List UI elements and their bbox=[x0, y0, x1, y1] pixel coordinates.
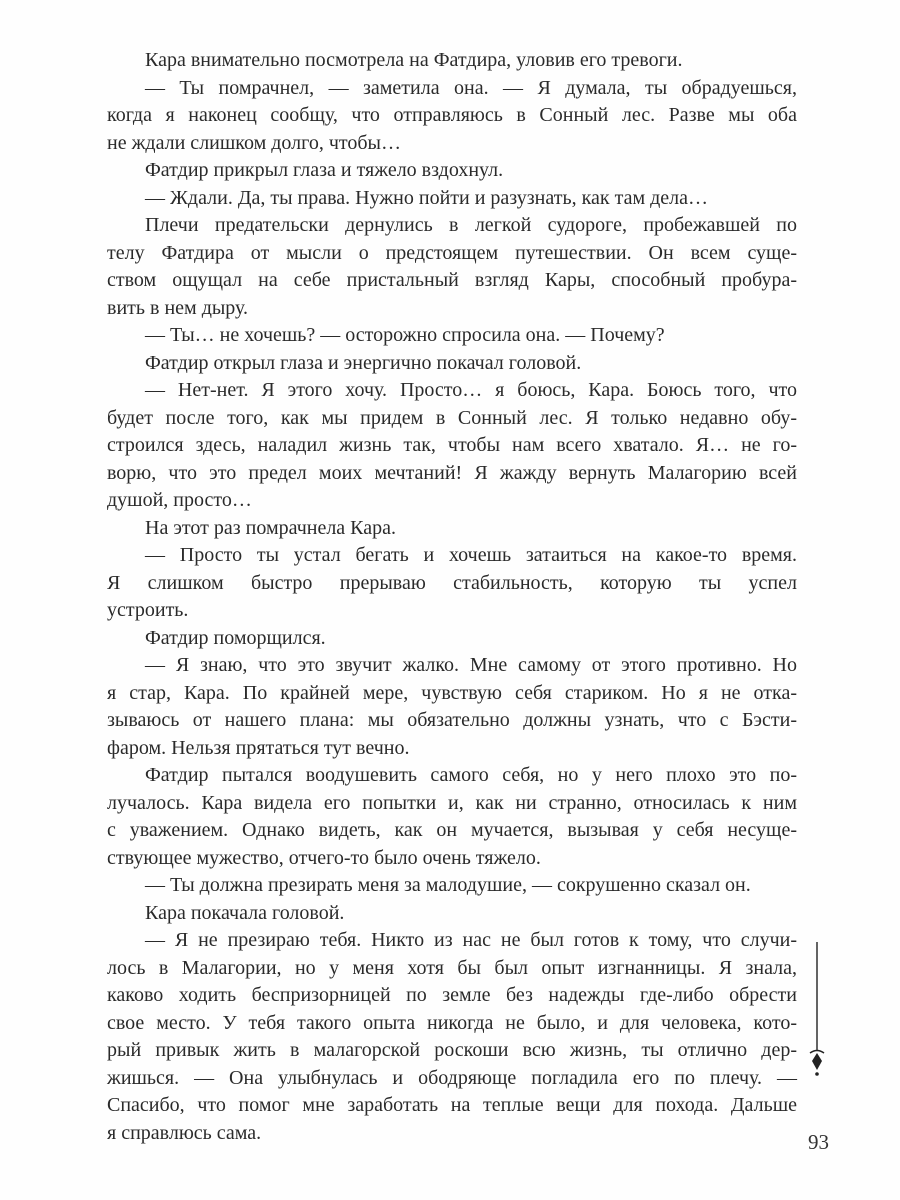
text-line: Фатдир прикрыл глаза и тяжело вздохнул. bbox=[145, 159, 504, 181]
text-line: устроить. bbox=[107, 599, 189, 621]
text-line: Кара внимательно посмотрела на Фатдира, уловив его тревоги. bbox=[145, 49, 683, 71]
text-line: Фатдир открыл глаза и энергично покачал головой. bbox=[145, 351, 582, 374]
text-line: — Я знаю, что это звучит жалко. Мне самому от этого противно. Но bbox=[145, 654, 797, 676]
text-line: лучалось. Кара видела его попытки и, как ни странно, относилась к ним bbox=[107, 791, 797, 814]
text-line: телу Фатдира от мысли о предстоящем путешествии. Он всем суще- bbox=[107, 241, 797, 264]
text-line: На этот раз помрачнела Кара. bbox=[145, 516, 397, 539]
text-line: фаром. Нельзя прятаться тут вечно. bbox=[107, 736, 410, 759]
text-line: — Нет-нет. Я этого хочу. Просто… я боюсь, Кара. Боюсь того, что bbox=[145, 379, 797, 401]
text-line: ствующее мужество, отчего-то было очень тяжело. bbox=[107, 846, 541, 869]
text-line: душой, просто… bbox=[107, 489, 252, 511]
text-line: каково ходить беспризорницей по земле без надежды где-либо обрести bbox=[107, 984, 797, 1006]
text-line: с уважением. Однако видеть, как он мучается, вызывая у себя несуще- bbox=[107, 819, 797, 841]
text-line: лось в Малагории, но у меня хотя бы был опыт изгнанницы. Я знала, bbox=[107, 956, 797, 979]
page-number: 93 bbox=[808, 1130, 829, 1154]
text-line: Я слишком быстро прерываю стабильность, которую ты успел bbox=[107, 571, 797, 594]
text-line: Плечи предательски дернулись в легкой судороге, пробежавшей по bbox=[145, 214, 797, 236]
text-line: — Ты должна презирать меня за малодушие, — сокрушенно сказал он. bbox=[145, 874, 751, 896]
text-line: Кара покачала головой. bbox=[145, 901, 345, 924]
text-line: — Просто ты устал бегать и хочешь затаиться на какое-то время. bbox=[145, 544, 797, 566]
text-line: — Ты… не хочешь? — осторожно спросила она. — Почему? bbox=[145, 324, 665, 346]
text-line: свое место. У тебя такого опыта никогда не было, и для человека, кото- bbox=[107, 1011, 797, 1034]
text-line: Спасибо, что помог мне заработать на теплые вещи для похода. Дальше bbox=[107, 1094, 797, 1116]
text-line: зываюсь от нашего плана: мы обязательно должны узнать, что с Бэсти- bbox=[107, 709, 797, 731]
text-line: Фатдир поморщился. bbox=[145, 626, 326, 649]
text-line: рый привык жить в малагорской роскоши всю жизнь, ты отлично дер- bbox=[107, 1039, 797, 1061]
text-line: жишься. — Она улыбнулась и ободряюще погладила его по плечу. — bbox=[107, 1066, 797, 1089]
text-line: — Я не презираю тебя. Никто из нас не был готов к тому, что случи- bbox=[145, 929, 797, 951]
text-line: — Ждали. Да, ты права. Нужно пойти и разузнать, как там дела… bbox=[145, 186, 709, 209]
text-line: вить в нем дыру. bbox=[107, 296, 249, 319]
text-line: ворю, что это предел моих мечтаний! Я жажду вернуть Малагорию всей bbox=[107, 461, 797, 484]
text-line: будет после того, как мы придем в Сонный лес. Я только недавно обу- bbox=[107, 406, 797, 429]
text-line: строился здесь, наладил жизнь так, чтобы нам всего хватало. Я… не го- bbox=[107, 434, 797, 456]
text-line: — Ты помрачнел, — заметила она. — Я думала, ты обрадуешься, bbox=[145, 76, 797, 99]
text-line: Фатдир пытался воодушевить самого себя, но у него плохо это по- bbox=[145, 764, 797, 786]
text-line: не ждали слишком долго, чтобы… bbox=[107, 131, 401, 154]
text-line: я стар, Кара. По крайней мере, чувствую себя стариком. Но я не отка- bbox=[107, 681, 797, 704]
body-text bbox=[107, 47, 797, 1147]
text-line: когда я наконец сообщу, что отправляюсь в Сонный лес. Разве мы оба bbox=[107, 104, 797, 126]
text-line: ством ощущал на себе пристальный взгляд Кары, способный пробура- bbox=[107, 269, 797, 291]
text-line: я справлюсь сама. bbox=[107, 1121, 262, 1144]
ornament-divider-icon bbox=[805, 940, 829, 1090]
